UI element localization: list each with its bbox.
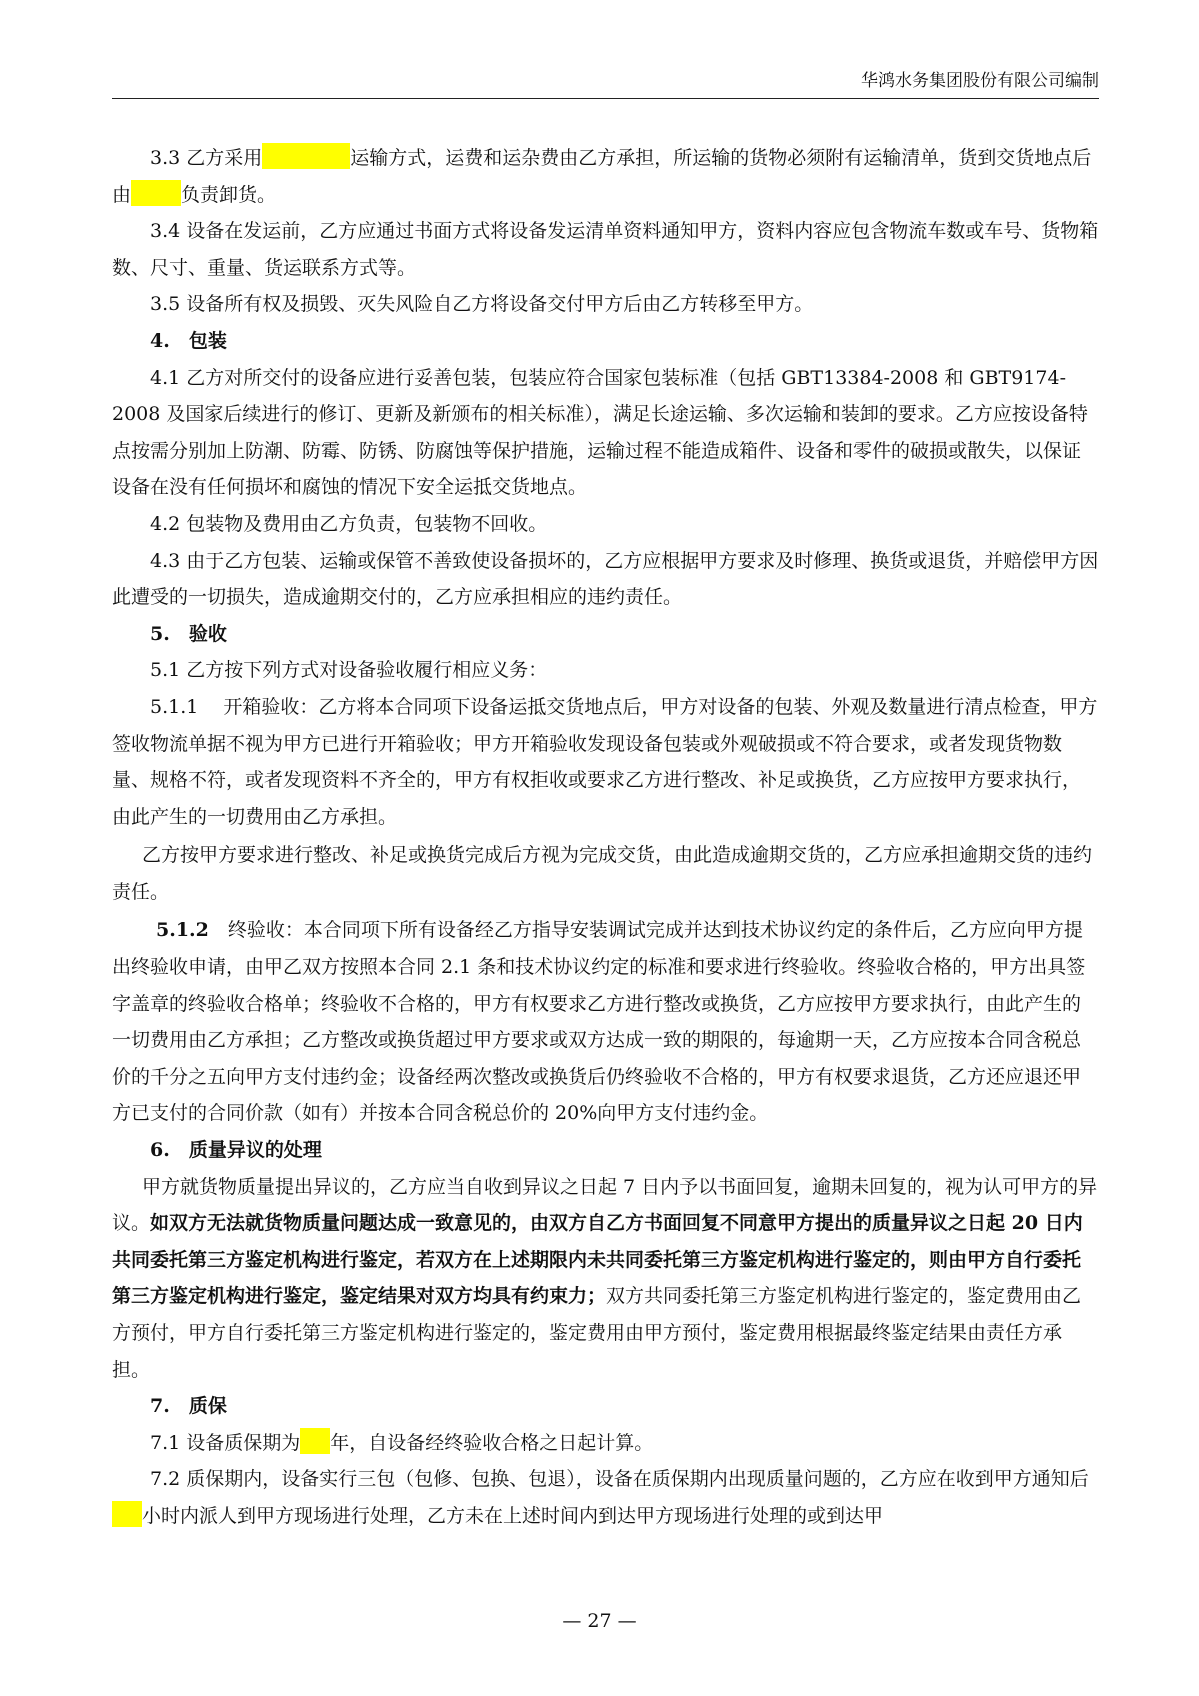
- clause-5-1-2: 5.1.2 终验收：本合同项下所有设备经乙方指导安装调试完成并达到技术协议约定的条件后，乙方应向甲方提出终验收申请，由甲乙双方按照本合同 2.1 条和技术协议约定的标准和要求进行终验收。终验收合格的，甲方出具签字盖章的终验收合格单；终验收不合格的，甲方有权要求乙方进行整改或换货，乙方应按甲方要求执行，由此产生的一切费用由乙方承担；乙方整改或换货超过甲方要求或双方达成一致的期限的，每逾期一天，乙方应按本合同含税总价的千分之五向甲方支付违约金；设备经两次整改或换货后仍终验收不合格的，甲方有权要求退货，乙方还应退还甲方已支付的合同价款（如有）并按本合同含税总价的 20%向甲方支付违约金。: [112, 919, 1086, 1125]
- clause-3-5: 3.5 设备所有权及损毁、灭失风险自乙方将设备交付甲方后由乙方转移至甲方。: [150, 293, 814, 316]
- clause-7-1: 7.1 设备质保期为 年，自设备经终验收合格之日起计算。: [112, 1425, 1099, 1462]
- clause-5-1-1: 5.1.1 开箱验收：乙方将本合同项下设备运抵交货地点后，甲方对设备的包装、外观及数量进行清点检查，甲方签收物流单据不视为甲方已进行开箱验收；甲方开箱验收发现设备包装或外观破损或不符合要求，或者发现货物数量、规格不符，或者发现资料不齐全的，甲方有权拒收或要求乙方进行整改、补足或换货，乙方应按甲方要求执行，由此产生的一切费用由乙方承担。: [112, 695, 1098, 828]
- section-heading-4: 4. 包装: [150, 329, 227, 352]
- page-number: — 27 —: [562, 1610, 637, 1632]
- clause-5-1: 5.1 乙方按下列方式对设备验收履行相应义务：: [150, 659, 548, 682]
- blank-warranty-years: [300, 1428, 330, 1454]
- blank-response-hours: [112, 1501, 142, 1527]
- section-heading-7: 7. 质保: [150, 1395, 227, 1418]
- clause-7-2: 7.2 质保期内，设备实行三包（包修、包换、包退），设备在质保期内出现质量问题的，乙方应在收到甲方通知后小时内派人到甲方现场进行处理，乙方未在上述时间内到达甲方现场进行处理的或到达甲: [112, 1461, 1099, 1534]
- clause-4-3: 4.3 由于乙方包装、运输或保管不善致使设备损坏的，乙方应根据甲方要求及时修理、换货或退货，并赔偿甲方因此遭受的一切损失，造成逾期交付的，乙方应承担相应的违约责任。: [112, 549, 1099, 609]
- clause-3-3: 3.3 乙方采用 运输方式，运费和运杂费由乙方承担，所运输的货物必须附有运输清单，货到交货地点后由 负责卸货。: [112, 140, 1099, 213]
- clause-4-1: 4.1 乙方对所交付的设备应进行妥善包装，包装应符合国家包装标准（包括 GBT13384-2008 和 GBT9174-2008 及国家后续进行的修订、更新及新颁布的相关标准），满足长途运输、多次运输和装卸的要求。乙方应按设备特点按需分别加上防潮、防霉、防锈、防腐蚀等保护措施，运输过程不能造成箱件、设备和零件的破损或散失，以保证设备在没有任何损坏和腐蚀的情况下安全运抵交货地点。: [112, 366, 1088, 499]
- clause-6: 甲方就货物质量提出异议的，乙方应当自收到异议之日起 7 日内予以书面回复，逾期未回复的，视为认可甲方的异议。如双方无法就货物质量问题达成一致意见的，由双方自乙方书面回复不同意甲方提出的质量异议之日起 20 日内共同委托第三方鉴定机构进行鉴定，若双方在上述期限内未共同委托第三方鉴定机构进行鉴定的，则由甲方自行委托第三方鉴定机构进行鉴定，鉴定结果对双方均具有约束力；双方共同委托第三方鉴定机构进行鉴定的，鉴定费用由乙方预付，甲方自行委托第三方鉴定机构进行鉴定的，鉴定费用由甲方预付，鉴定费用根据最终鉴定结果由责任方承担。: [112, 1175, 1098, 1381]
- header-org: 华鸿水务集团股份有限公司编制: [861, 71, 1099, 91]
- clause-4-2: 4.2 包装物及费用由乙方负责，包装物不回收。: [150, 512, 548, 535]
- document-body: [112, 140, 1099, 1535]
- page-header: [112, 66, 1099, 99]
- clause-5-1-1-continued: 乙方按甲方要求进行整改、补足或换货完成后方视为完成交货，由此造成逾期交货的，乙方应承担逾期交货的违约责任。: [112, 844, 1093, 903]
- blank-unloading-party: [131, 180, 181, 206]
- section-heading-6: 6. 质量异议的处理: [150, 1139, 322, 1162]
- section-heading-5: 5. 验收: [150, 622, 227, 645]
- clause-3-4: 3.4 设备在发运前，乙方应通过书面方式将设备发运清单资料通知甲方，资料内容应包含物流车数或车号、货物箱数、尺寸、重量、货运联系方式等。: [112, 220, 1099, 279]
- blank-transport-mode: [262, 143, 350, 169]
